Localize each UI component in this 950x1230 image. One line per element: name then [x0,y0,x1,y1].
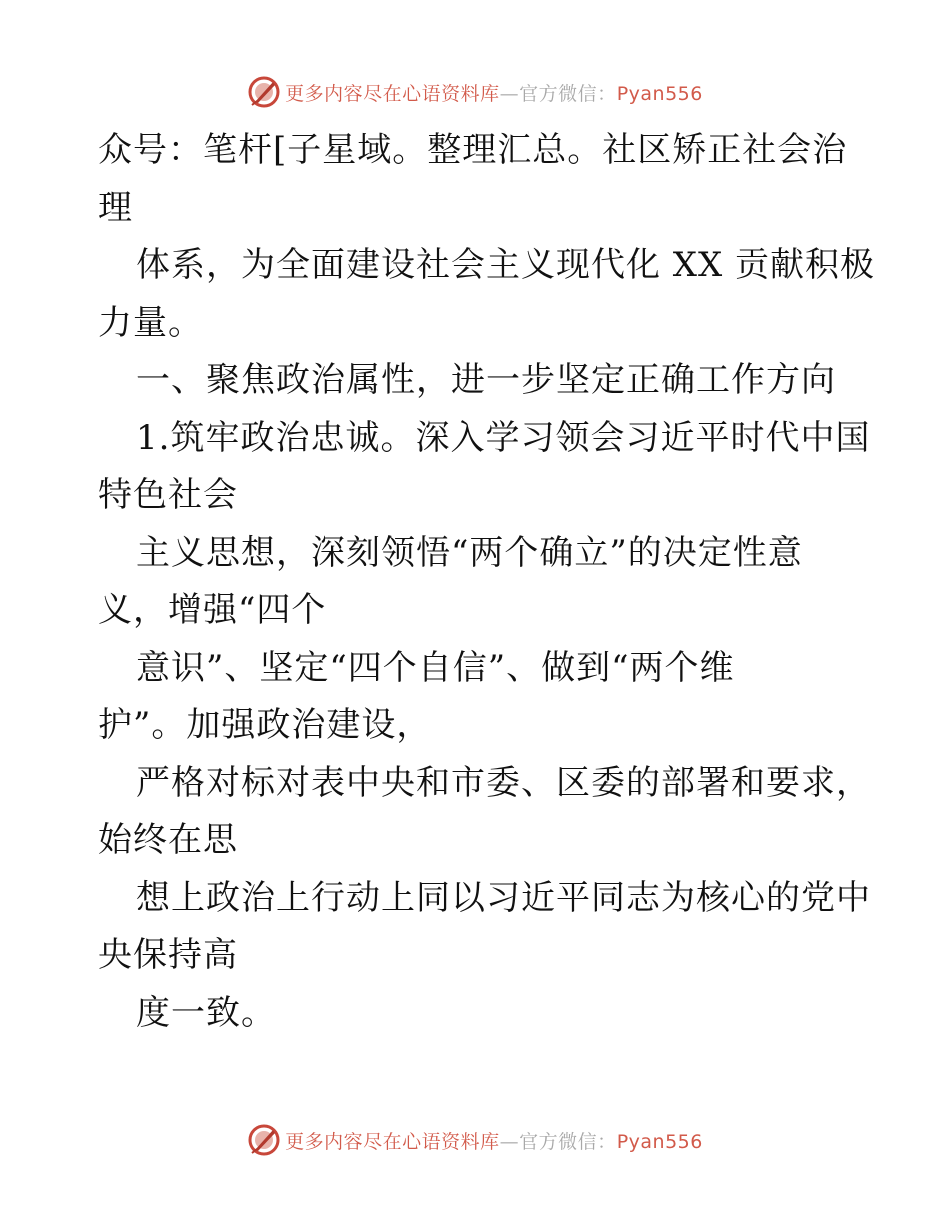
footer-banner-main: 更多内容尽在心语资料库 [285,1130,500,1153]
body-line: 众号：笔杆[子星域。整理汇总。社区矫正社会治 [98,130,848,170]
body-line: 义，增强“四个 [98,590,327,630]
body-line: 央保持高 [98,935,238,975]
header-banner-official: 官方微信： [519,82,617,105]
footer-banner-dash: — [499,1130,520,1153]
quill-seal-icon [247,75,281,109]
body-line: 始终在思 [98,820,238,860]
header-banner-wechat-id: Pyan556 [616,82,703,105]
footer-banner [0,1120,950,1160]
header-banner-main: 更多内容尽在心语资料库 [285,82,500,105]
body-line: 严格对标对表中央和市委、区委的部署和要求， [136,762,871,803]
footer-banner-text [285,1127,703,1154]
header-banner-text [285,79,703,106]
header-banner [0,72,950,112]
body-line: 度一致。 [136,992,276,1033]
body-line: 想上政治上行动上同以习近平同志为核心的党中 [136,877,871,918]
section-heading: 一、聚焦政治属性，进一步坚定正确工作方向 [136,360,836,400]
header-banner-dash: — [499,82,520,105]
body-line: 意识”、坚定“四个自信”、做到“两个维 [136,647,735,688]
document-body [98,122,898,1042]
quill-seal-icon [247,1123,281,1157]
body-line: 体系，为全面建设社会主义现代化 XX 贡献积极 [136,245,876,285]
body-line: 主义思想，深刻领悟“两个确立”的决定性意 [136,532,803,573]
body-line: 1.筑牢政治忠诚。深入学习领会习近平时代中国 [136,417,871,458]
body-line: 特色社会 [98,475,238,515]
body-line: 护”。加强政治建设， [98,705,432,745]
footer-banner-official: 官方微信： [519,1130,617,1153]
body-line: 理 [98,187,133,228]
footer-banner-wechat-id: Pyan556 [616,1130,703,1153]
body-line: 力量。 [98,302,203,343]
